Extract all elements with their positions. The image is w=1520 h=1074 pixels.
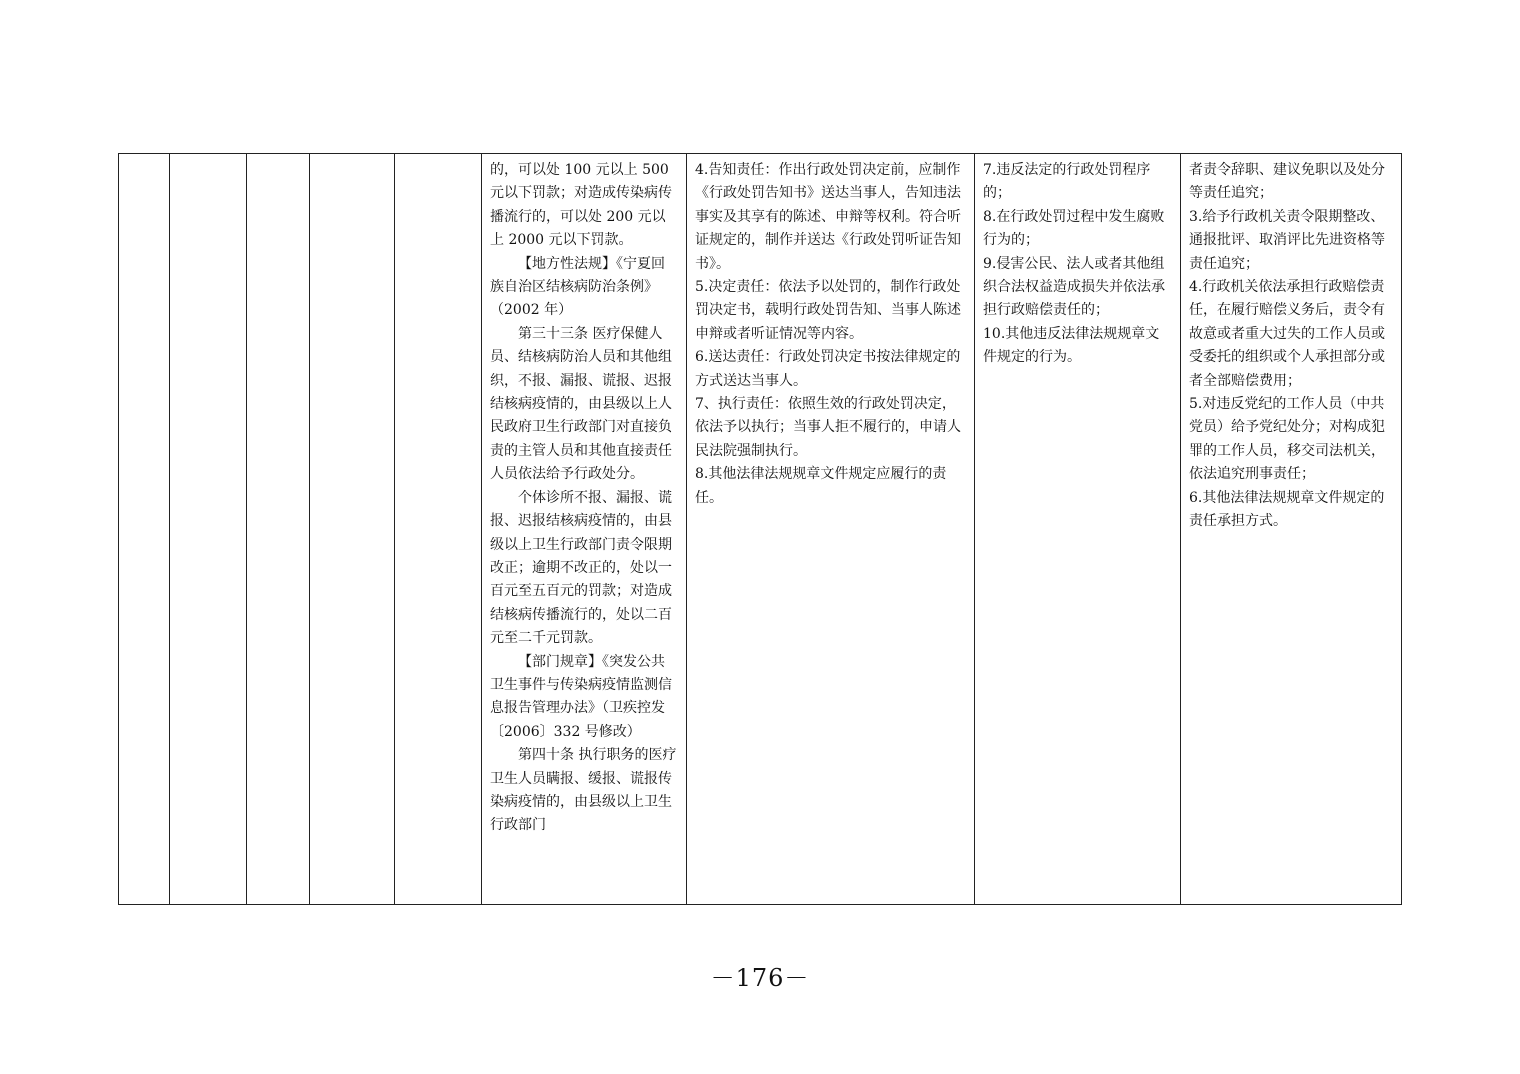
empty-cell-subject (310, 154, 395, 905)
paragraph: 7.违反法定的行政处罚程序的； (983, 162, 1151, 202)
empty-cell-index (119, 154, 170, 905)
paragraph: 7、执行责任：依照生效的行政处罚决定，依法予以执行；当事人拒不履行的，申请人民法院强制执行。 (695, 396, 961, 459)
responsibility-cell (687, 154, 975, 905)
paragraph: 第四十条 执行职务的医疗卫生人员瞒报、缓报、谎报传染病疫情的，由县级以上卫生行政部门 (490, 747, 677, 834)
accountability-methods-cell (1181, 154, 1402, 905)
paragraph: 5.对违反党纪的工作人员（中共党员）给予党纪处分；对构成犯罪的工作人员，移交司法机关，依法追究刑事责任； (1189, 396, 1385, 483)
paragraph: 【部门规章】《突发公共卫生事件与传染病疫情监测信息报告管理办法》（卫疾控发〔2006〕332 号修改） (490, 653, 672, 740)
paragraph: 者责令辞职、建议免职以及处分等责任追究； (1189, 162, 1385, 202)
paragraph: 【地方性法规】《宁夏回族自治区结核病防治条例》（2002 年） (490, 255, 665, 319)
paragraph: 5.决定责任：依法予以处罚的，制作行政处罚决定书，载明行政处罚告知、当事人陈述申辩或者听证情况等内容。 (695, 279, 961, 342)
accountability-cases-cell (975, 154, 1181, 905)
table-row (119, 154, 1402, 905)
paragraph: 8.其他法律法规规章文件规定应履行的责任。 (695, 466, 947, 506)
paragraph: 4.行政机关依法承担行政赔偿责任，在履行赔偿义务后，责令有故意或者重大过失的工作人员或受委托的组织或个人承担部分或者全部赔偿费用； (1189, 279, 1385, 389)
page-number: －176－ (710, 964, 810, 992)
legal-basis-text (490, 159, 678, 838)
paragraph: 6.其他法律法规规章文件规定的责任承担方式。 (1189, 489, 1385, 530)
empty-cell-name (170, 154, 247, 905)
paragraph: 4.告知责任：作出行政处罚决定前，应制作《行政处罚告知书》送达当事人，告知违法事实及其享有的陈述、申辩等权利。符合听证规定的，制作并送达《行政处罚听证告知书》。 (695, 162, 961, 272)
accountability-methods-text (1189, 159, 1393, 534)
accountability-cases-text (983, 159, 1172, 370)
paragraph: 个体诊所不报、漏报、谎报、迟报结核病疫情的，由县级以上卫生行政部门责令限期改正；逾期不改正的，处以一百元至五百元的罚款；对造成结核病传播流行的，处以二百元至二千元罚款。 (490, 489, 672, 647)
paragraph: 8.在行政处罚过程中发生腐败行为的； (983, 208, 1165, 249)
paragraph: 的，可以处 100 元以上 500 元以下罚款；对造成传染病传播流行的，可以处 200 元以上 2000 元以下罚款。 (490, 162, 672, 249)
empty-cell-type (247, 154, 310, 905)
responsibility-table (118, 153, 1402, 905)
empty-cell-department (395, 154, 482, 905)
legal-basis-cell (482, 154, 687, 905)
paragraph: 第三十三条 医疗保健人员、结核病防治人员和其他组织，不报、漏报、谎报、迟报结核病疫情的，由县级以上人民政府卫生行政部门对直接负责的主管人员和其他直接责任人员依法给予行政处分。 (490, 325, 672, 483)
paragraph: 3.给予行政机关责令限期整改、通报批评、取消评比先进资格等责任追究； (1189, 208, 1385, 272)
paragraph: 9.侵害公民、法人或者其他组织合法权益造成损失并依法承担行政赔偿责任的； (983, 255, 1165, 319)
paragraph: 6.送达责任：行政处罚决定书按法律规定的方式送达当事人。 (695, 349, 961, 389)
responsibility-text (695, 159, 966, 510)
paragraph: 10.其他违反法律法规规章文件规定的行为。 (983, 325, 1160, 366)
